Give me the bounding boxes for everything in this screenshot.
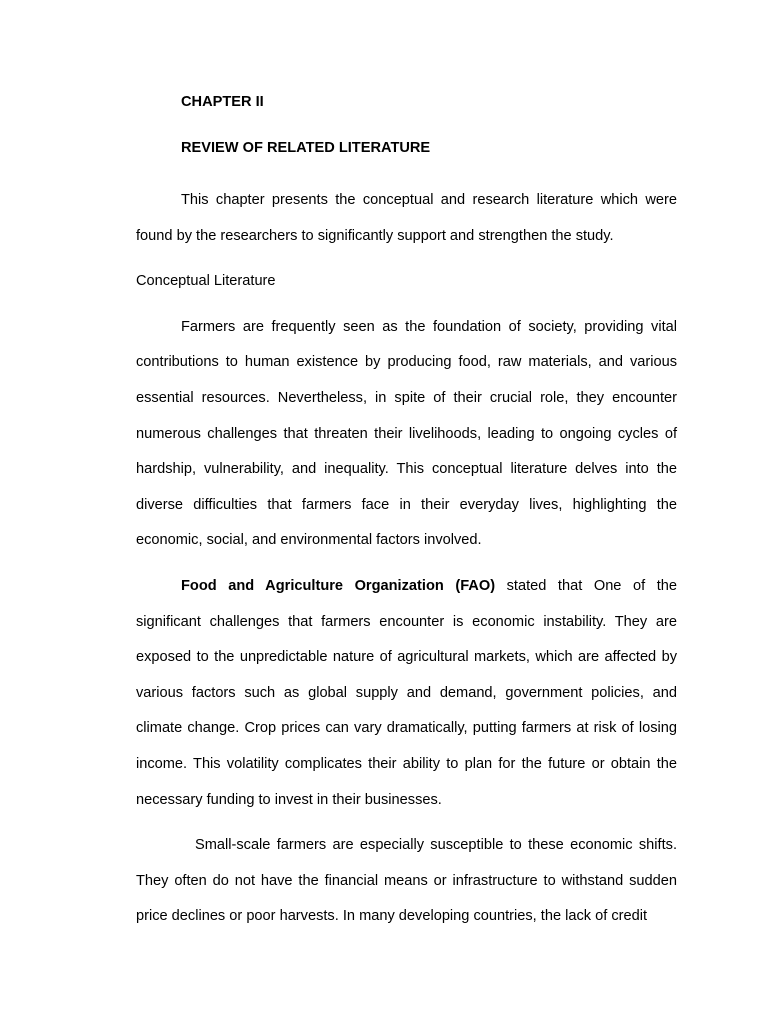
intro-paragraph: This chapter presents the conceptual and research literature which were found by the researchers to significantly support and strengthen the study. <box>136 192 677 244</box>
body-paragraph-1: Farmers are frequently seen as the foundation of society, providing vital contributions to human existence by producing food, raw materials, and various essential resources. Nevertheless, in spite of their crucial role, they encounter numerous challenges that threaten their livelihoods, leading to ongoing cycles of hardship, vulnerability, and inequality. This conceptual literature delves into the diverse difficulties that farmers face in their everyday lives, highlighting the economic, social, and environmental factors involved. <box>136 318 677 549</box>
page-content <box>136 91 677 945</box>
body-paragraph-2 <box>136 569 677 818</box>
body-paragraph-3: Small-scale farmers are especially susceptible to these economic shifts. They often do not have the financial means or infrastructure to withstand sudden price declines or poor harvests. In many developing countries, the lack of credit <box>136 837 677 925</box>
body-paragraph-2-text: stated that One of the significant challenges that farmers encounter is economic instability. They are exposed to the unpredictable nature of agricultural markets, which are affected by various factors such as global supply and demand, government policies, and climate change. Crop prices can vary dramatically, putting farmers at risk of losing income. This volatility complicates their ability to plan for the future or obtain the necessary funding to invest in their businesses. <box>136 577 678 808</box>
source-citation: Food and Agriculture Organization (FAO) <box>181 577 496 594</box>
section-heading: Conceptual Literature <box>136 273 276 290</box>
chapter-title: REVIEW OF RELATED LITERATURE <box>181 140 431 156</box>
chapter-label: CHAPTER II <box>181 94 264 110</box>
